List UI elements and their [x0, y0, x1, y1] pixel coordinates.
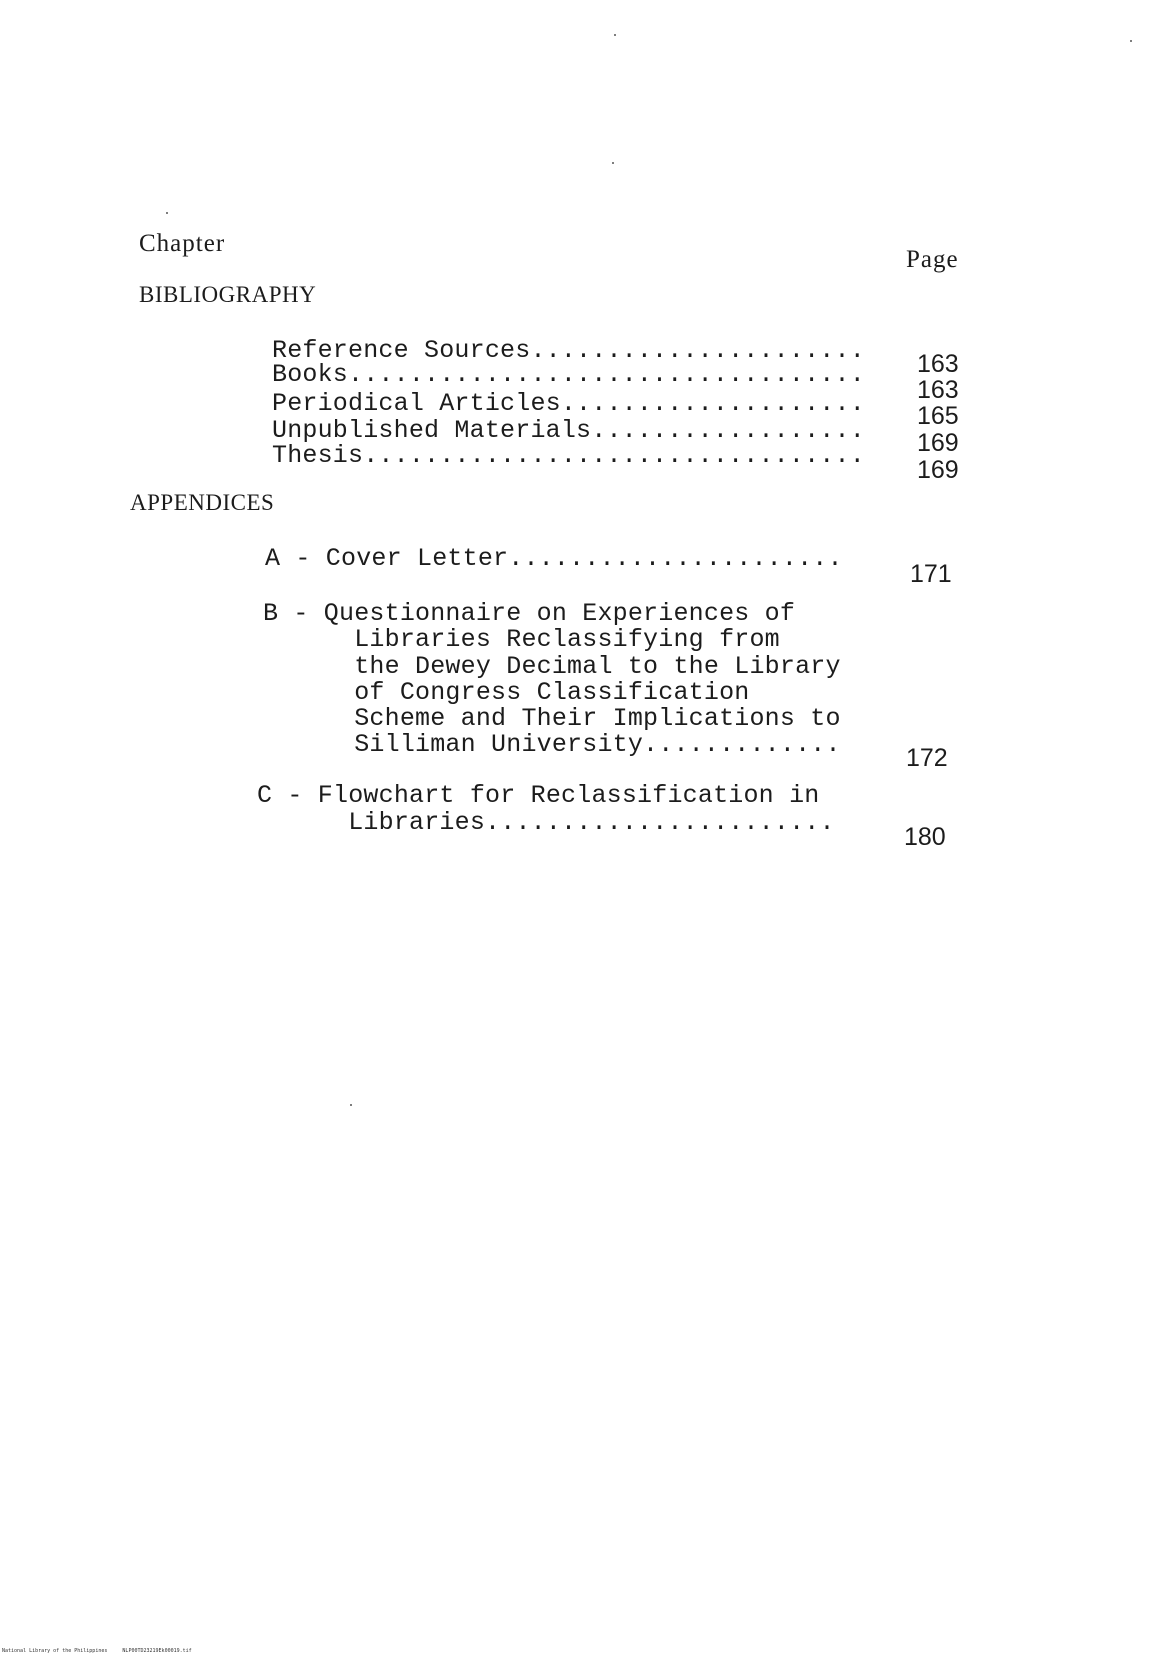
- page-number: 163: [917, 376, 959, 404]
- footer-institution: National Library of the Philippines: [2, 1648, 108, 1654]
- toc-entry-appendix-b-line: the Dewey Decimal to the Library: [263, 652, 841, 681]
- toc-entry-appendix-b-line: B - Questionnaire on Experiences of: [263, 599, 796, 628]
- toc-entry-thesis: Thesis.................................: [272, 441, 865, 470]
- chapter-column-header: Chapter: [139, 230, 226, 257]
- toc-entry-periodical-articles: Periodical Articles....................: [272, 389, 865, 418]
- toc-entry-books: Books..................................: [272, 360, 865, 389]
- toc-entry-unpublished-materials: Unpublished Materials..................: [272, 416, 865, 445]
- bibliography-heading: BIBLIOGRAPHY: [139, 282, 317, 307]
- toc-entry-appendix-c-line: Libraries.......................: [257, 808, 835, 837]
- toc-entry-appendix-a: A - Cover Letter......................: [265, 544, 843, 573]
- scan-speck: [614, 34, 616, 36]
- toc-entry-appendix-b-line: Scheme and Their Implications to: [263, 704, 841, 733]
- page-column-header: Page: [906, 246, 959, 273]
- toc-entry-appendix-c-line: C - Flowchart for Reclassification in: [257, 781, 820, 810]
- toc-entry-reference-sources: Reference Sources......................: [272, 336, 865, 365]
- page-number: 169: [917, 429, 959, 457]
- scan-speck: [350, 1104, 352, 1106]
- toc-entry-appendix-b-line: of Congress Classification: [263, 678, 750, 707]
- page-number: 171: [910, 560, 952, 588]
- page-number: 180: [904, 823, 946, 851]
- toc-entry-appendix-b-line: Libraries Reclassifying from: [263, 625, 780, 654]
- page-number: 165: [917, 402, 959, 430]
- page-number: 163: [917, 350, 959, 378]
- footer-file-id: NLP00TD23219Ek00019.tif: [122, 1648, 192, 1654]
- scan-speck: [612, 162, 614, 164]
- appendices-heading: APPENDICES: [130, 490, 275, 515]
- toc-entry-appendix-b-line: Silliman University.............: [263, 730, 841, 759]
- page-number: 172: [906, 744, 948, 772]
- scan-footer: [2, 1648, 192, 1654]
- scan-speck: [166, 212, 168, 214]
- scan-speck: [1130, 40, 1132, 42]
- page-number: 169: [917, 456, 959, 484]
